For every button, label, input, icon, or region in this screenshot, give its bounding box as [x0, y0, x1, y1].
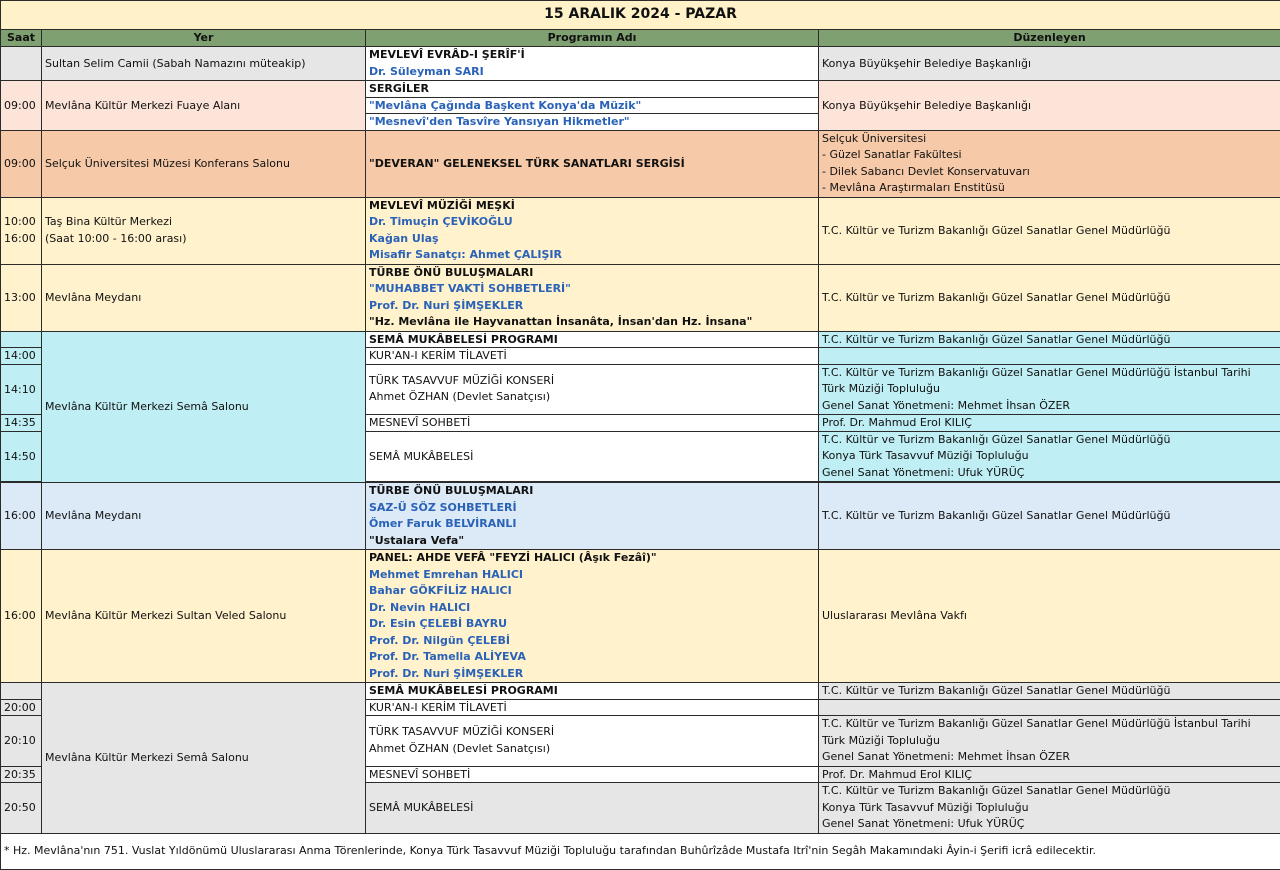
cell-organizer — [819, 130, 1280, 197]
organizer-line: T.C. Kültür ve Turizm Bakanlığı Güzel Sanatlar Genel Müdürlüğü — [822, 432, 1277, 449]
header-program: Programın Adı — [366, 30, 819, 47]
cell-program — [366, 364, 819, 415]
table-row — [1, 264, 1280, 331]
header-row — [1, 30, 1280, 47]
cell-organizer — [819, 431, 1280, 482]
program-person: Mehmet Emrehan HALICI — [369, 567, 815, 584]
cell-yer: Sultan Selim Camii (Sabah Namazını müteakip) — [42, 47, 366, 81]
organizer-line: Genel Sanat Yönetmeni: Ufuk YÜRÜÇ — [822, 465, 1277, 482]
cell-organizer: Konya Büyükşehir Belediye Başkanlığı — [819, 81, 1280, 131]
cell-program: KUR'AN-I KERİM TİLAVETİ — [366, 699, 819, 716]
cell-saat: 09:00 — [1, 130, 42, 197]
program-title: PANEL: AHDE VEFÂ "FEYZİ HALICI (Âşık Fezâî)" — [369, 550, 815, 567]
program-person: Prof. Dr. Nuri ŞİMŞEKLER — [369, 666, 815, 683]
cell-organizer: Prof. Dr. Mahmud Erol KILIÇ — [819, 415, 1280, 432]
organizer-line: - Dilek Sabancı Devlet Konservatuvarı — [822, 164, 1277, 181]
organizer-line: Genel Sanat Yönetmeni: Mehmet İhsan ÖZER — [822, 398, 1277, 415]
organizer-line: Konya Türk Tasavvuf Müziği Topluluğu — [822, 800, 1277, 817]
organizer-line: Selçuk Üniversitesi — [822, 131, 1277, 148]
table-row — [1, 81, 1280, 98]
cell-organizer: Prof. Dr. Mahmud Erol KILIÇ — [819, 766, 1280, 783]
program-person: Ahmet ÖZHAN (Devlet Sanatçısı) — [369, 741, 815, 758]
cell-yer — [42, 197, 366, 264]
table-row — [1, 130, 1280, 197]
organizer-line: T.C. Kültür ve Turizm Bakanlığı Güzel Sanatlar Genel Müdürlüğü — [822, 783, 1277, 800]
cell-program: "Mevlâna Çağında Başkent Konya'da Müzik" — [366, 97, 819, 114]
program-title: TÜRBE ÖNÜ BULUŞMALARI — [369, 483, 815, 500]
cell-program: SERGİLER — [366, 81, 819, 98]
cell-program: "DEVERAN" GELENEKSEL TÜRK SANATLARI SERGİSİ — [366, 130, 819, 197]
program-person: Ahmet ÖZHAN (Devlet Sanatçısı) — [369, 389, 815, 406]
cell-yer: Mevlâna Kültür Merkezi Fuaye Alanı — [42, 81, 366, 131]
cell-saat: 20:50 — [1, 783, 42, 834]
table-row — [1, 483, 1280, 550]
cell-organizer: T.C. Kültür ve Turizm Bakanlığı Güzel Sanatlar Genel Müdürlüğü — [819, 331, 1280, 348]
table-row — [1, 683, 1280, 700]
cell-organizer — [819, 783, 1280, 834]
cell-saat: 14:35 — [1, 415, 42, 432]
organizer-line: - Mevlâna Araştırmaları Enstitüsü — [822, 180, 1277, 197]
program-title: TÜRBE ÖNÜ BULUŞMALARI — [369, 265, 815, 282]
cell-program — [366, 483, 819, 550]
cell-organizer — [819, 348, 1280, 365]
program-title: TÜRK TASAVVUF MÜZİĞİ KONSERİ — [369, 373, 815, 390]
program-topic: "Ustalara Vefa" — [369, 533, 815, 550]
table-row — [1, 331, 1280, 348]
program-title: MEVLEVÎ EVRÂD-I ŞERÎF'İ — [369, 47, 815, 64]
cell-program — [366, 550, 819, 683]
time-end: 16:00 — [4, 231, 38, 248]
organizer-line: Genel Sanat Yönetmeni: Ufuk YÜRÜÇ — [822, 816, 1277, 833]
cell-program: MESNEVÎ SOHBETİ — [366, 766, 819, 783]
program-person: Misafir Sanatçı: Ahmet ÇALIŞIR — [369, 247, 815, 264]
time-start: 10:00 — [4, 214, 38, 231]
cell-saat: 20:10 — [1, 716, 42, 767]
program-person: Prof. Dr. Nuri ŞİMŞEKLER — [369, 298, 815, 315]
cell-saat: 16:00 — [1, 550, 42, 683]
cell-saat: 16:00 — [1, 483, 42, 550]
cell-yer: Selçuk Üniversitesi Müzesi Konferans Salonu — [42, 130, 366, 197]
cell-organizer: Uluslararası Mevlâna Vakfı — [819, 550, 1280, 683]
program-person: Dr. Esin ÇELEBİ BAYRU — [369, 616, 815, 633]
header-duzenleyen: Düzenleyen — [819, 30, 1280, 47]
cell-organizer: T.C. Kültür ve Turizm Bakanlığı Güzel Sanatlar Genel Müdürlüğü — [819, 483, 1280, 550]
header-saat: Saat — [1, 30, 42, 47]
cell-program — [366, 197, 819, 264]
program-person: Prof. Dr. Tamella ALİYEVA — [369, 649, 815, 666]
cell-saat: 20:35 — [1, 766, 42, 783]
cell-saat: 09:00 — [1, 81, 42, 131]
cell-yer: Mevlâna Kültür Merkezi Semâ Salonu — [42, 331, 366, 483]
cell-saat — [1, 683, 42, 700]
cell-yer: Mevlâna Meydanı — [42, 264, 366, 331]
program-person: Dr. Süleyman SARI — [369, 64, 815, 81]
program-person: Bahar GÖKFİLİZ HALICI — [369, 583, 815, 600]
organizer-line: - Güzel Sanatlar Fakültesi — [822, 147, 1277, 164]
organizer-line: Türk Müziği Topluluğu — [822, 381, 1277, 398]
venue-line: Taş Bina Kültür Merkezi — [45, 214, 362, 231]
cell-organizer: Konya Büyükşehir Belediye Başkanlığı — [819, 47, 1280, 81]
cell-program: SEMÂ MUKÂBELESİ PROGRAMI — [366, 683, 819, 700]
cell-program — [366, 47, 819, 81]
cell-yer: Mevlâna Kültür Merkezi Semâ Salonu — [42, 683, 366, 834]
cell-organizer — [819, 716, 1280, 767]
cell-program — [366, 264, 819, 331]
program-title: MEVLEVÎ MÜZİĞİ MEŞKİ — [369, 198, 815, 215]
program-person: Ömer Faruk BELVİRANLI — [369, 516, 815, 533]
venue-line: (Saat 10:00 - 16:00 arası) — [45, 231, 362, 248]
cell-organizer: T.C. Kültür ve Turizm Bakanlığı Güzel Sanatlar Genel Müdürlüğü — [819, 197, 1280, 264]
cell-saat: 14:50 — [1, 431, 42, 482]
cell-saat: 20:00 — [1, 699, 42, 716]
cell-organizer: T.C. Kültür ve Turizm Bakanlığı Güzel Sanatlar Genel Müdürlüğü — [819, 264, 1280, 331]
cell-saat: 13:00 — [1, 264, 42, 331]
program-subtitle: "MUHABBET VAKTİ SOHBETLERİ" — [369, 281, 815, 298]
cell-program: "Mesnevî'den Tasvîre Yansıyan Hikmetler" — [366, 114, 819, 131]
program-person: Dr. Nevin HALICI — [369, 600, 815, 617]
footnote-row — [1, 833, 1280, 869]
cell-saat: 14:00 — [1, 348, 42, 365]
organizer-line: Konya Türk Tasavvuf Müziği Topluluğu — [822, 448, 1277, 465]
program-person: Kağan Ulaş — [369, 231, 815, 248]
cell-organizer — [819, 364, 1280, 415]
cell-saat: 14:10 — [1, 364, 42, 415]
organizer-line: Genel Sanat Yönetmeni: Mehmet İhsan ÖZER — [822, 749, 1277, 766]
cell-yer: Mevlâna Meydanı — [42, 483, 366, 550]
organizer-line: T.C. Kültür ve Turizm Bakanlığı Güzel Sanatlar Genel Müdürlüğü İstanbul Tarihi — [822, 716, 1277, 733]
program-title: TÜRK TASAVVUF MÜZİĞİ KONSERİ — [369, 724, 815, 741]
cell-saat — [1, 197, 42, 264]
cell-organizer — [819, 699, 1280, 716]
program-topic: "Hz. Mevlâna ile Hayvanattan İnsanâta, İnsan'dan Hz. İnsana" — [369, 314, 815, 331]
cell-program: KUR'AN-I KERİM TİLAVETİ — [366, 348, 819, 365]
cell-program: SEMÂ MUKÂBELESİ PROGRAMI — [366, 331, 819, 348]
table-row — [1, 47, 1280, 81]
table-row — [1, 550, 1280, 683]
program-person: Prof. Dr. Nilgün ÇELEBİ — [369, 633, 815, 650]
program-person: Dr. Timuçin ÇEVİKOĞLU — [369, 214, 815, 231]
cell-program: SEMÂ MUKÂBELESİ — [366, 783, 819, 834]
header-yer: Yer — [42, 30, 366, 47]
organizer-line: Türk Müziği Topluluğu — [822, 733, 1277, 750]
schedule-title: 15 ARALIK 2024 - PAZAR — [1, 1, 1280, 30]
cell-program: MESNEVÎ SOHBETİ — [366, 415, 819, 432]
table-row — [1, 197, 1280, 264]
cell-program: SEMÂ MUKÂBELESİ — [366, 431, 819, 482]
cell-saat — [1, 331, 42, 348]
program-subtitle: SAZ-Ü SÖZ SOHBETLERİ — [369, 500, 815, 517]
cell-organizer: T.C. Kültür ve Turizm Bakanlığı Güzel Sanatlar Genel Müdürlüğü — [819, 683, 1280, 700]
cell-yer: Mevlâna Kültür Merkezi Sultan Veled Salonu — [42, 550, 366, 683]
organizer-line: T.C. Kültür ve Turizm Bakanlığı Güzel Sanatlar Genel Müdürlüğü İstanbul Tarihi — [822, 365, 1277, 382]
cell-program — [366, 716, 819, 767]
cell-saat — [1, 47, 42, 81]
footnote: * Hz. Mevlâna'nın 751. Vuslat Yıldönümü Uluslararası Anma Törenlerinde, Konya Türk Tasavvuf Müziği Topluluğu tarafından Buhûrîzâde Mustafa Itrî'nin Segâh Makamındaki Âyin-i Şerifi icrâ edilecektir. — [1, 833, 1280, 869]
